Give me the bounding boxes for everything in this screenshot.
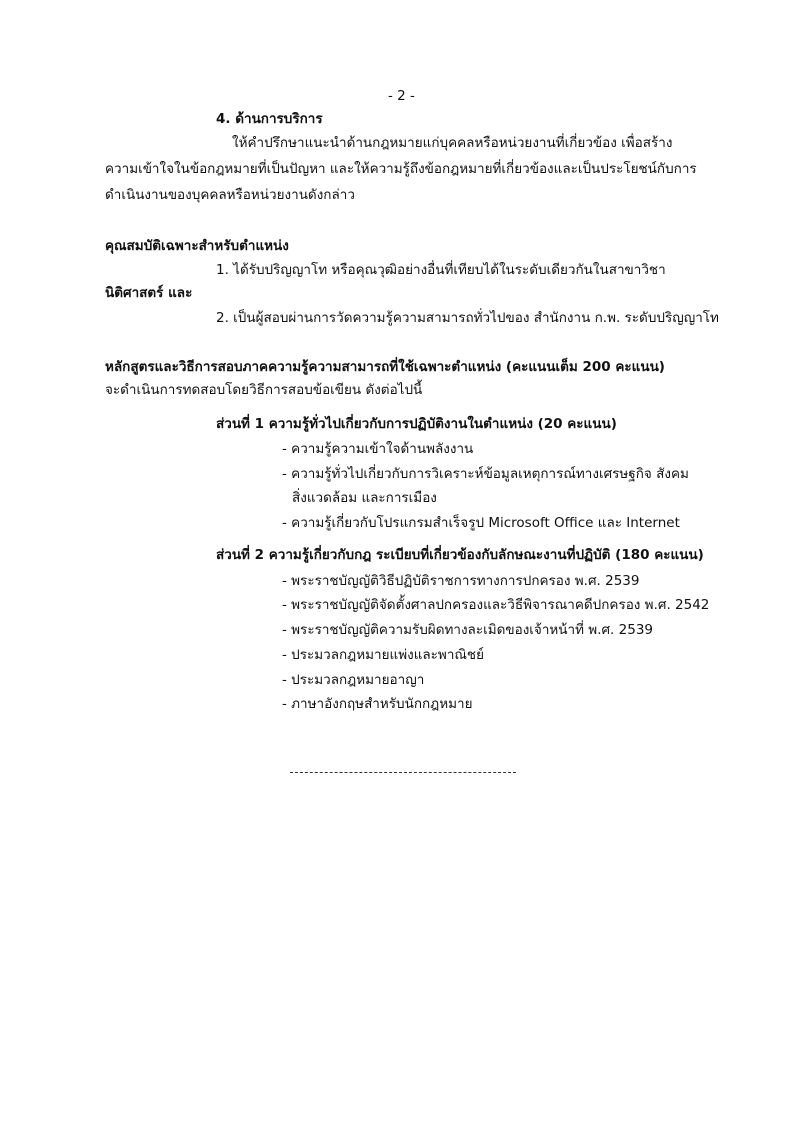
exam-part-2-item: - ภาษาอังกฤษสำหรับนักกฎหมาย (282, 696, 473, 712)
exam-part-1-item-cont: สิ่งแวดล้อม และการเมือง (292, 490, 437, 506)
qualification-item-1: 1. ได้รับปริญญาโท หรือคุณวุฒิอย่างอื่นที่เทียบได้ในระดับเดียวกันในสาขาวิชา (216, 262, 666, 278)
exam-part-1-item: - ความรู้เกี่ยวกับโปรแกรมสำเร็จรูป Microsoft Office และ Internet (282, 515, 680, 531)
exam-heading: หลักสูตรและวิธีการสอบภาคความรู้ความสามารถที่ใช้เฉพาะตำแหน่ง (คะแนนเต็ม 200 คะแนน) (105, 359, 665, 375)
exam-part-2-item: - ประมวลกฎหมายแพ่งและพาณิชย์ (282, 647, 485, 663)
page-number: - 2 - (388, 88, 415, 104)
exam-part-2-item: - พระราชบัญญัติวิธีปฏิบัติราชการทางการปกครอง พ.ศ. 2539 (282, 573, 640, 589)
exam-part-2-item: - พระราชบัญญัติจัดตั้งศาลปกครองและวิธีพิจารณาคดีปกครอง พ.ศ. 2542 (282, 597, 710, 613)
exam-part-2-title: ส่วนที่ 2 ความรู้เกี่ยวกับกฎ ระเบียบที่เกี่ยวข้องกับลักษณะงานที่ปฏิบัติ (180 คะแนน) (216, 547, 704, 563)
end-divider (290, 772, 516, 773)
qualification-item-2: 2. เป็นผู้สอบผ่านการวัดความรู้ความสามารถทั่วไปของ สำนักงาน ก.พ. ระดับปริญญาโท (216, 310, 719, 326)
service-heading: 4. ด้านการบริการ (216, 111, 323, 127)
service-line-3: ดำเนินงานของบุคคลหรือหน่วยงานดังกล่าว (105, 187, 355, 203)
exam-part-2-item: - พระราชบัญญัติความรับผิดทางละเมิดของเจ้าหน้าที่ พ.ศ. 2539 (282, 622, 653, 638)
qualification-item-1-cont: นิติศาสตร์ และ (105, 285, 193, 301)
qualifications-heading: คุณสมบัติเฉพาะสำหรับตำแหน่ง (105, 238, 289, 254)
service-line-2: ความเข้าใจในข้อกฎหมายที่เป็นปัญหา และให้ความรู้ถึงข้อกฎหมายที่เกี่ยวข้องและเป็นประโยชน์กับการ (105, 161, 697, 177)
exam-part-1-title: ส่วนที่ 1 ความรู้ทั่วไปเกี่ยวกับการปฏิบัติงานในตำแหน่ง (20 คะแนน) (216, 416, 617, 432)
exam-part-2-item: - ประมวลกฎหมายอาญา (282, 672, 425, 688)
exam-part-1-item: - ความรู้ทั่วไปเกี่ยวกับการวิเคราะห์ข้อมูลเหตุการณ์ทางเศรษฐกิจ สังคม (282, 466, 689, 482)
service-line-1: ให้คำปรึกษาแนะนำด้านกฎหมายแก่บุคคลหรือหน่วยงานที่เกี่ยวข้อง เพื่อสร้าง (232, 135, 673, 151)
exam-intro: จะดำเนินการทดสอบโดยวิธีการสอบข้อเขียน ดังต่อไปนี้ (105, 382, 423, 398)
exam-part-1-item: - ความรู้ความเข้าใจด้านพลังงาน (282, 441, 474, 457)
